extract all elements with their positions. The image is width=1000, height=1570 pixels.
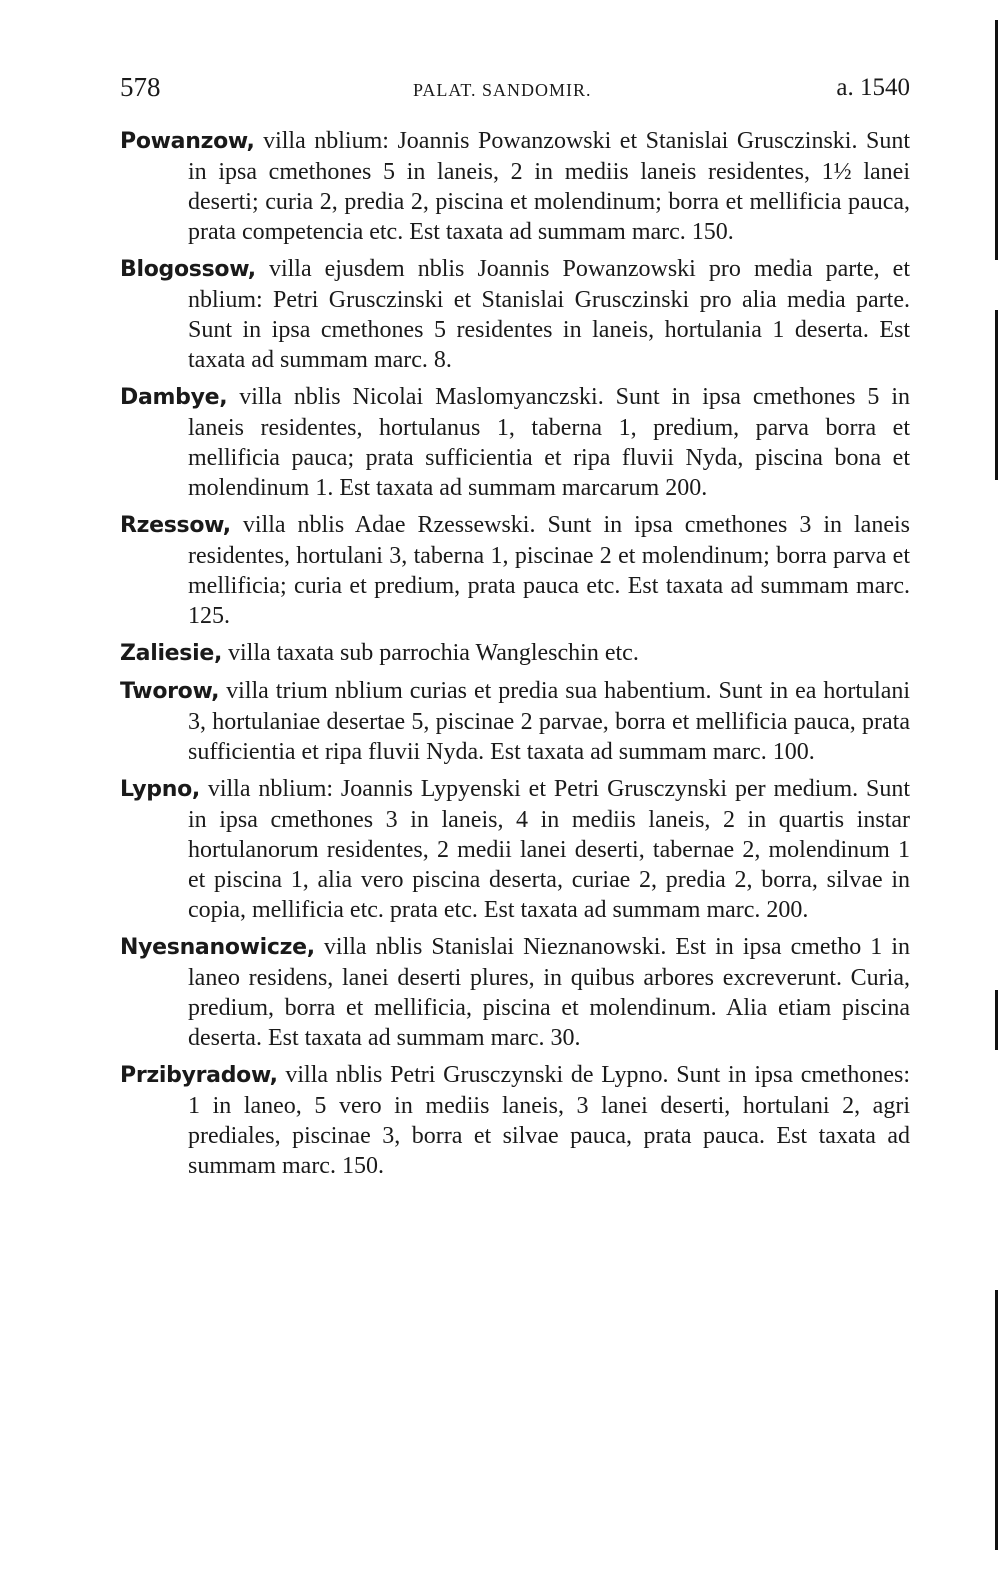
entry-text: villa trium nblium curias et predia sua habentium. Sunt in ea hortulani 3, hortulaniae desertae 5, piscinae 2 parvae, borra et mellificia pauca, prata sufficientia et ripa fluvii Nyda. Est taxata ad summam marc. 100. xyxy=(188,678,911,765)
entry-blogossow xyxy=(120,254,910,375)
entry-rzessow xyxy=(120,510,910,631)
headword: Nyesnanowicze, xyxy=(120,935,315,960)
page-number: 578 xyxy=(120,72,161,102)
entry-tworow xyxy=(120,676,910,767)
entry-dambye xyxy=(120,382,910,503)
headword: Powanzow, xyxy=(120,129,255,154)
headword: Zaliesie, xyxy=(120,641,223,666)
headword: Lypno, xyxy=(120,777,200,802)
running-head xyxy=(120,72,910,106)
headword: Tworow, xyxy=(120,679,220,704)
scan-edge-mark xyxy=(995,990,998,1050)
year-label: a. 1540 xyxy=(836,74,910,101)
scan-edge-mark xyxy=(995,20,998,260)
entry-lypno xyxy=(120,774,910,925)
running-title: PALAT. SANDOMIR. xyxy=(413,80,592,100)
entry-text: villa nblis Nicolai Maslomyanczski. Sunt in ipsa cmethones 5 in laneis residentes, hortulanus 1, taberna 1, predium, parva borra et mellificia pauca; prata sufficientia et ripa fluvii Nyda, piscina bona et molendinum 1. Est taxata ad summam marcarum 200. xyxy=(188,384,911,501)
entries-list xyxy=(120,126,910,1181)
entry-powanzow xyxy=(120,126,910,247)
entry-text: villa nblis Adae Rzessewski. Sunt in ipsa cmethones 3 in laneis residentes, hortulani 3, taberna 1, piscinae 2 et molendinum; borra parva et mellificia; curia et predium, prata pauca etc. Est taxata ad summam marc. 125. xyxy=(188,512,910,629)
headword: Dambye, xyxy=(120,385,228,410)
scan-edge-mark xyxy=(995,310,998,480)
headword: Rzessow, xyxy=(120,513,231,538)
entry-text: villa nblium: Joannis Lypyenski et Petri Grusczynski per medium. Sunt in ipsa cmethones 3 in laneis, 4 in mediis laneis, 2 in quartis instar hortulanorum residentes, 2 medii lanei deserti, tabernae 2, molendinum 1 et piscina 1, alia vero piscina deserta, curiae 2, predia 2, borra, silvae in copia, mellificia etc. prata etc. Est taxata ad summam marc. 200. xyxy=(188,776,911,923)
headword: Przibyradow, xyxy=(120,1063,278,1088)
entry-text: villa nblis Stanislai Nieznanowski. Est in ipsa cmetho 1 in laneo residens, lanei deserti plures, in quibus arbores excreverunt. Curia, predium, borra et mellificia, piscina et molendinum. Alia etiam piscina deserta. Est taxata ad summam marc. 30. xyxy=(188,934,910,1051)
entry-text: villa ejusdem nblis Joannis Powanzowski pro media parte, et nblium: Petri Grusczinski et Stanislai Grusczinski pro alia media parte. Sunt in ipsa cmethones 5 residentes in laneis, hortulania 1 deserta. Est taxata ad summam marc. 8. xyxy=(188,256,910,373)
entry-text: villa taxata sub parrochia Wangleschin etc. xyxy=(228,640,639,666)
entry-nyesnanowicze xyxy=(120,932,910,1053)
entry-text: villa nblis Petri Grusczynski de Lypno. Sunt in ipsa cmethones: 1 in laneo, 5 vero in mediis laneis, 3 lanei deserti, hortulani 2, agri prediales, piscinae 3, borra et silvae pauca, prata pauca. Est taxata ad summam marc. 150. xyxy=(188,1062,910,1179)
entry-zaliesie xyxy=(120,638,910,669)
scan-edge-mark xyxy=(995,1290,998,1550)
entry-przibyradow xyxy=(120,1060,910,1181)
headword: Blogossow, xyxy=(120,257,256,282)
entry-text: villa nblium: Joannis Powanzowski et Stanislai Grusczinski. Sunt in ipsa cmethones 5 in laneis, 2 in mediis laneis residentes, 1½ lanei deserti; curia 2, predia 2, piscina et molendinum; borra et mellificia pauca, prata competencia etc. Est taxata ad summam marc. 150. xyxy=(188,128,910,245)
